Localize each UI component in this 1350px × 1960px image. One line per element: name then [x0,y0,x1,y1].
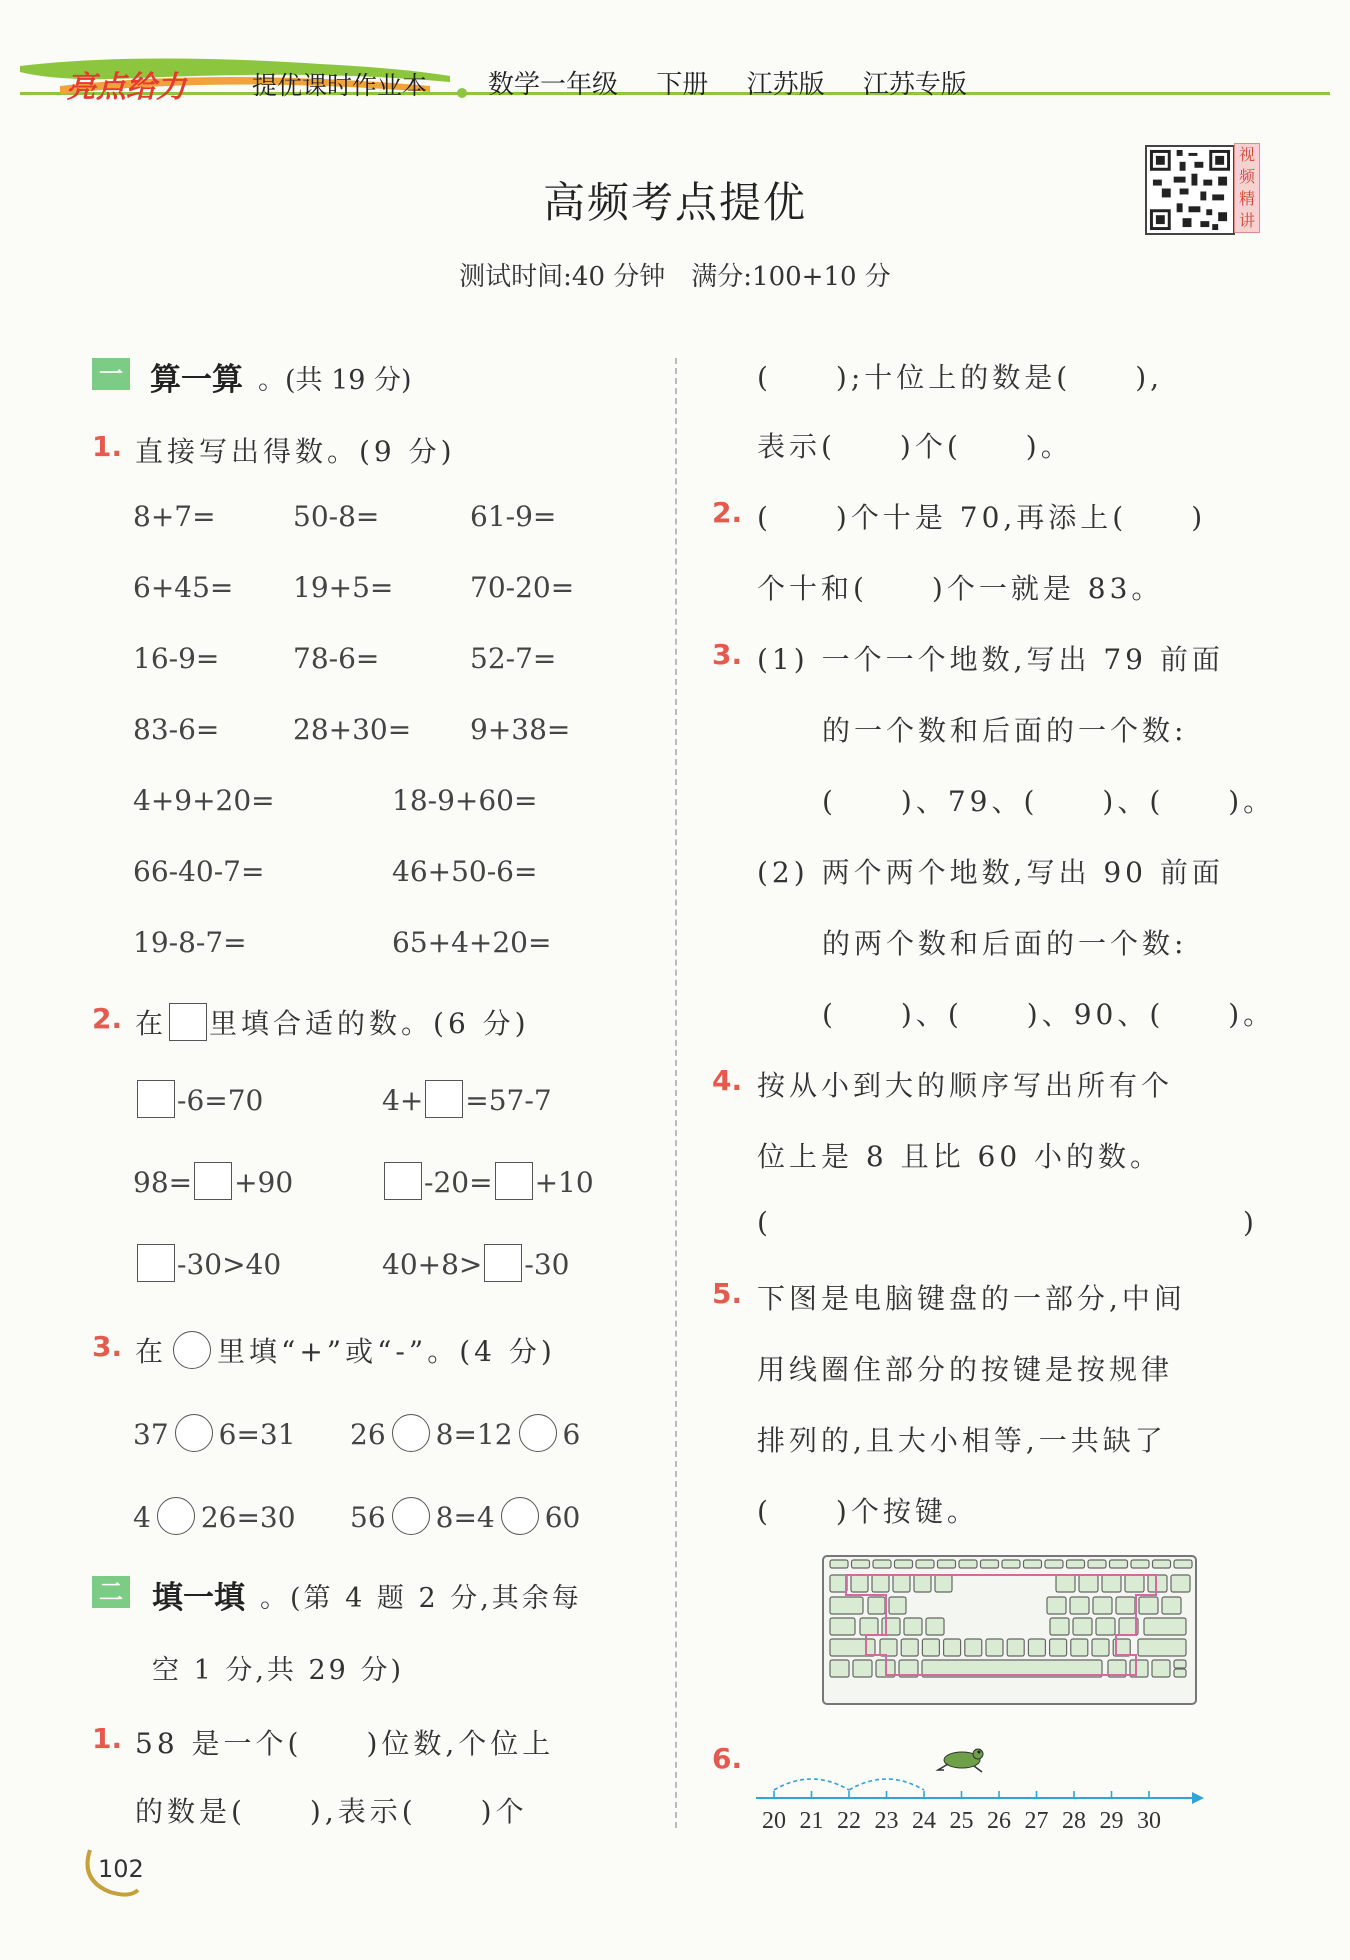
keyboard-key [1116,1597,1135,1614]
s1-q3-number: 3. [92,1330,123,1363]
answer-box[interactable] [194,1162,232,1200]
s1-q1-expr: 19-8-7= [133,926,247,959]
s1-q1-expr: 83-6= [133,713,220,746]
header-dot [457,88,467,98]
keyboard-key [1092,1639,1109,1656]
keyboard-key [1125,1575,1144,1592]
s2-q3-line: 的两个数和后面的一个数: [822,927,1188,960]
keyboard-key [1102,1575,1121,1592]
s2-q1-line: 58 是一个( )位数,个位上 [135,1727,555,1760]
answer-circle[interactable] [501,1497,539,1535]
keyboard-key [901,1639,918,1656]
keyboard-key [981,1560,999,1568]
keyboard-illustration [822,1555,1197,1705]
keyboard-key [1050,1618,1069,1635]
qr-code-icon[interactable] [1145,145,1235,235]
number-line-label: 24 [912,1808,936,1834]
frog-icon [938,1749,983,1772]
keyboard-key [938,1560,956,1568]
answer-box[interactable] [495,1162,533,1200]
answer-box[interactable] [425,1080,463,1118]
header-volume: 下册 [656,70,709,100]
keyboard-key [1148,1575,1167,1592]
number-line-label: 22 [837,1808,861,1834]
s1-q1-number: 1. [92,430,123,463]
number-line-label: 21 [799,1808,824,1834]
number-line-label: 27 [1024,1808,1049,1834]
keyboard-key [1174,1560,1192,1568]
keyboard-key [1131,1560,1149,1568]
s1-q1-expr: 9+38= [470,713,571,746]
keyboard-key [1153,1560,1171,1568]
s1-q1-expr: 19+5= [293,571,394,604]
keyboard-key [959,1560,977,1568]
keyboard-key [1070,1597,1089,1614]
keyboard-key [830,1660,849,1677]
keyboard-key [1144,1618,1186,1635]
s2-q4-line: 位上是 8 且比 60 小的数。 [757,1140,1163,1173]
s2-q5-line: 排列的,且大小相等,一共缺了 [757,1424,1167,1457]
keyboard-key [873,1560,891,1568]
answer-box-sample [169,1003,207,1041]
keyboard-key [1162,1597,1181,1614]
section2-note: 。(第 4 题 2 分,其余每 [260,1583,582,1614]
header-special-edition: 江苏专版 [862,70,967,100]
answer-circle-sample [173,1331,211,1369]
s1-q1-expr: 8+7= [133,500,216,533]
keyboard-key [1028,1639,1045,1656]
s1-q1-expr: 46+50-6= [392,855,538,888]
s1-q2-eq3: 98= +90 [133,1162,293,1200]
keyboard-key [860,1618,878,1635]
answer-circle[interactable] [175,1414,213,1452]
jump-arc [774,1779,849,1790]
section1-title: 算一算 [150,362,243,398]
keyboard-key [852,1560,870,1568]
s1-q1-expr: 28+30= [293,713,412,746]
video-lecture-tag: 视 频 精 讲 [1234,143,1260,233]
s2-q3-number: 3. [712,638,743,671]
keyboard-key [1024,1560,1042,1568]
keyboard-key [1139,1597,1158,1614]
s2-q5-number: 5. [712,1277,743,1310]
s2-q3-line: 的一个数和后面的一个数: [822,714,1188,747]
s1-q1-instruction: 直接写出得数。(9 分) [135,435,456,468]
keyboard-key [916,1560,934,1568]
keyboard-key [1171,1575,1190,1592]
page-number: 102 [98,1855,144,1883]
section2-title: 填一填 [152,1580,245,1616]
number-line-label: 30 [1137,1808,1161,1834]
keyboard-key [893,1575,910,1592]
keyboard-key [830,1618,855,1635]
s1-q3-eq4: 56 8=4 60 [350,1497,580,1535]
keyboard-key [904,1618,922,1635]
keyboard-key [882,1618,900,1635]
s1-q1-expr: 66-40-7= [133,855,265,888]
s1-q1-expr: 18-9+60= [392,784,538,817]
s2-q4-blank-left[interactable]: ( [757,1206,772,1239]
answer-circle[interactable] [392,1414,430,1452]
keyboard-key [880,1639,897,1656]
s1-q2-eq2: 4+ =57-7 [382,1080,552,1118]
s2-q4-line: 按从小到大的顺序写出所有个 [757,1069,1174,1102]
keyboard-key [1174,1669,1186,1677]
page-subtitle: 测试时间:40 分钟 满分:100+10 分 [459,262,891,292]
jump-arc [849,1779,924,1790]
s2-q4-blank-right: ) [1243,1206,1258,1239]
keyboard-key [1047,1597,1066,1614]
number-line-label: 26 [987,1808,1011,1834]
s1-q2-eq4: -20= +10 [382,1162,594,1200]
keyboard-key [1096,1618,1115,1635]
answer-box[interactable] [484,1244,522,1282]
s1-q2-eq1: -6=70 [135,1080,263,1118]
header-book-info [488,64,997,101]
keyboard-key [1174,1660,1186,1668]
s1-q2-instruction: 在 里填合适的数。(6 分) [135,1002,530,1042]
s1-q3-eq3: 4 26=30 [133,1497,296,1535]
s2-q3-line: (1) 一个一个地数,写出 79 前面 [757,643,1224,676]
s2-q1-line: 的数是( ),表示( )个 [135,1795,528,1828]
s1-q1-expr: 65+4+20= [392,926,552,959]
section1-badge: 一 [92,358,130,390]
s2-q2-line: ( )个十是 70,再添上( ) [757,501,1207,534]
s1-q1-expr: 16-9= [133,642,220,675]
page-title: 高频考点提优 [542,178,807,227]
keyboard-key [1088,1560,1106,1568]
section2-badge: 二 [92,1576,130,1608]
s2-q6-number: 6. [712,1742,743,1775]
keyboard-key [868,1597,885,1614]
number-line-label: 28 [1062,1808,1086,1834]
keyboard-key [830,1639,875,1656]
keyboard-key [986,1639,1003,1656]
s2-q5-line: ( )个按键。 [757,1495,979,1528]
s1-q2-eq6: 40+8> -30 [382,1244,569,1282]
keyboard-key [830,1597,863,1614]
answer-box[interactable] [137,1080,175,1118]
s2-q2-number: 2. [712,496,743,529]
s1-q1-expr: 70-20= [470,571,575,604]
keyboard-key [1073,1618,1092,1635]
s2-q5-line: 用线圈住部分的按键是按规律 [757,1353,1174,1386]
s2-q2-line: 个十和( )个一就是 83。 [757,572,1164,605]
keyboard-key [1067,1560,1085,1568]
keyboard-key [1138,1639,1186,1656]
number-line-label: 25 [949,1808,974,1834]
column-divider [675,358,677,1828]
s2-q3-line: ( )、( )、90、( )。 [822,998,1276,1031]
section2-note-cont: 空 1 分,共 29 分) [152,1655,404,1686]
keyboard-key [935,1575,952,1592]
keyboard-key [1056,1575,1075,1592]
keyboard-key [965,1639,982,1656]
keyboard-key [914,1575,931,1592]
keyboard-key [1002,1560,1020,1568]
s2-q1-number: 1. [92,1722,123,1755]
keyboard-key [872,1575,889,1592]
number-line-label: 20 [762,1808,786,1834]
keyboard-key [889,1597,906,1614]
answer-box[interactable] [384,1162,422,1200]
brand-subtitle: 提优课时作业本 [252,71,428,100]
keyboard-key [1110,1560,1128,1568]
s2-q4-number: 4. [712,1064,743,1097]
keyboard-key [1045,1560,1063,1568]
keyboard-key [1079,1575,1098,1592]
s1-q2-eq5: -30>40 [135,1244,281,1282]
answer-circle[interactable] [392,1497,430,1535]
s1-q1-expr: 52-7= [470,642,557,675]
keyboard-key [895,1560,913,1568]
s1-q1-expr: 4+9+20= [133,784,275,817]
keyboard-key [1093,1597,1112,1614]
s2-q1-line: 表示( )个( )。 [757,430,1073,463]
s2-q5-line: 下图是电脑键盘的一部分,中间 [757,1282,1186,1315]
keyboard-key [1050,1639,1067,1656]
s2-q3-line: ( )、79、( )、( )。 [822,785,1276,818]
keyboard-key [1071,1639,1088,1656]
keyboard-key [1152,1660,1170,1677]
keyboard-key [1007,1639,1024,1656]
keyboard-key [830,1560,848,1568]
s1-q3-eq1: 37 6=31 [133,1414,296,1452]
number-line-label: 29 [1099,1808,1124,1834]
s1-q3-eq2: 26 8=12 6 [350,1414,580,1452]
answer-circle[interactable] [519,1414,557,1452]
s1-q1-expr: 50-8= [293,500,380,533]
keyboard-key [851,1575,868,1592]
s2-q1-line: ( );十位上的数是( ), [757,361,1164,394]
header-grade: 数学一年级 [488,70,619,100]
brand-logo-text: 亮点给力 [66,70,186,105]
s1-q2-number: 2. [92,1002,123,1035]
s1-q3-instruction: 在 里填“+”或“-”。(4 分) [135,1330,556,1370]
number-line-diagram [752,1730,1207,1840]
number-line-label: 23 [874,1808,899,1834]
answer-circle[interactable] [157,1497,195,1535]
keyboard-key [944,1639,961,1656]
s2-q3-line: (2) 两个两个地数,写出 90 前面 [757,856,1224,889]
s1-q1-expr: 78-6= [293,642,380,675]
keyboard-key [853,1660,872,1677]
s1-q1-expr: 61-9= [470,500,557,533]
s1-q1-expr: 6+45= [133,571,234,604]
answer-box[interactable] [137,1244,175,1282]
section1-note: 。(共 19 分) [258,365,412,396]
keyboard-key [922,1639,939,1656]
keyboard-key [926,1618,944,1635]
keyboard-key [830,1575,847,1592]
header-edition: 江苏版 [746,70,825,100]
